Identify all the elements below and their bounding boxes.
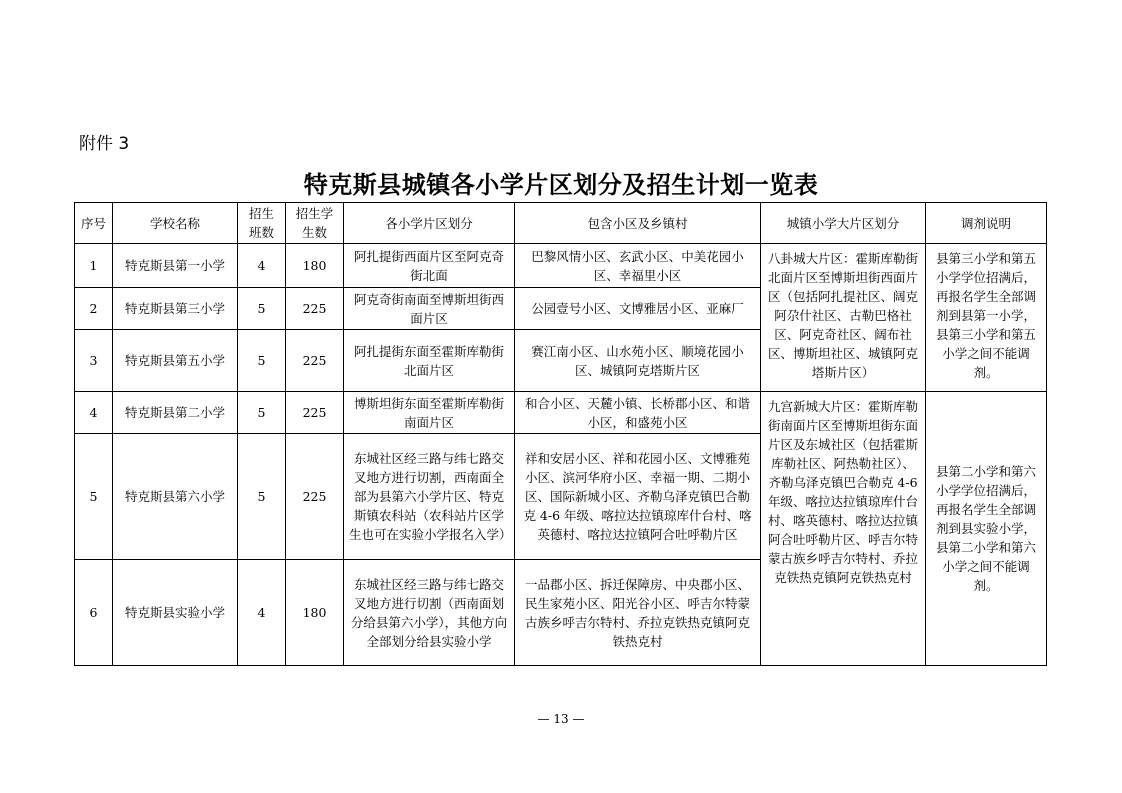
big-zone-bagua: 八卦城大片区：霍斯库勒街北面片区至博斯坦街西面片区（包括阿扎提社区、阔克阿尕什社区、古勒巴格社区、阿克奇社区、阔布社区、博斯坦社区、城镇阿克塔斯片区） [761,244,926,392]
header-communities: 包含小区及乡镇村 [515,203,761,244]
row-students: 180 [286,244,344,288]
row-zone: 东城社区经三路与纬七路交叉地方进行切割，西南面全部为县第六小学片区、特克斯镇农科站（农科站片区学生也可在实验小学报名入学） [344,434,515,560]
big-zone-jiugong: 九宫新城大片区：霍斯库勒街南面片区至博斯坦街东面片区及东城社区（包括霍斯库勒社区、阿热勒社区）、齐勒乌泽克镇巴合勒克 4-6 年级、喀拉达拉镇琼库什台村、喀英德村、喀拉达拉镇阿合吐呼勒片区、呼吉尔特蒙古族乡呼吉尔特村、乔拉克铁热克镇阿克铁热克村 [761,392,926,666]
page-title: 特克斯县城镇各小学片区划分及招生计划一览表 [303,170,819,199]
row-school: 特克斯县实验小学 [113,560,238,666]
row-communities: 公园壹号小区、文博雅居小区、亚麻厂 [515,288,761,330]
row-no: 3 [75,330,113,392]
attachment-label: 附件 3 [79,134,130,154]
row-communities: 赛江南小区、山水苑小区、顺境花园小区、城镇阿克塔斯片区 [515,330,761,392]
enrollment-table [74,202,1047,666]
row-communities: 巴黎风情小区、玄武小区、中美花园小区、幸福里小区 [515,244,761,288]
row-zone: 阿克奇街南面至博斯坦街西面片区 [344,288,515,330]
table-row [75,392,1047,434]
row-no: 1 [75,244,113,288]
row-communities: 一品郡小区、拆迁保障房、中央郡小区、民生家苑小区、阳光谷小区、呼吉尔特蒙古族乡呼吉尔特村、乔拉克铁热克镇阿克铁热克村 [515,560,761,666]
row-no: 4 [75,392,113,434]
header-adjust: 调剂说明 [926,203,1047,244]
adjust-note-2: 县第二小学和第六小学学位招满后，再报名学生全部调剂到县实验小学，县第二小学和第六小学之间不能调剂。 [926,392,1047,666]
row-classes: 4 [238,244,286,288]
row-students: 225 [286,392,344,434]
table-row [75,244,1047,288]
row-communities: 祥和安居小区、祥和花园小区、文博雅苑小区、滨河华府小区、幸福一期、二期小区、国际新城小区、齐勒乌泽克镇巴合勒克 4-6 年级、喀拉达拉镇琼库什台村、喀英德村、喀拉达拉镇阿合吐呼勒片区 [515,434,761,560]
row-no: 5 [75,434,113,560]
row-classes: 4 [238,560,286,666]
row-classes: 5 [238,330,286,392]
row-zone: 阿扎提街东面至霍斯库勒街北面片区 [344,330,515,392]
row-students: 180 [286,560,344,666]
row-zone: 东城社区经三路与纬七路交叉地方进行切割（西南面划分给县第六小学），其他方向全部划分给县实验小学 [344,560,515,666]
row-school: 特克斯县第五小学 [113,330,238,392]
row-zone: 博斯坦街东面至霍斯库勒街南面片区 [344,392,515,434]
page-number: — 13 — [537,712,585,726]
row-school: 特克斯县第二小学 [113,392,238,434]
table-header-row [75,203,1047,244]
row-zone: 阿扎提街西面片区至阿克奇街北面 [344,244,515,288]
header-zone: 各小学片区划分 [344,203,515,244]
row-students: 225 [286,330,344,392]
row-school: 特克斯县第一小学 [113,244,238,288]
header-school: 学校名称 [113,203,238,244]
header-students: 招生学生数 [286,203,344,244]
row-classes: 5 [238,288,286,330]
row-communities: 和合小区、天麓小镇、长桥郡小区、和谐小区，和盛苑小区 [515,392,761,434]
header-classes: 招生班数 [238,203,286,244]
row-school: 特克斯县第三小学 [113,288,238,330]
header-big-zone: 城镇小学大片区划分 [761,203,926,244]
row-classes: 5 [238,392,286,434]
row-no: 6 [75,560,113,666]
row-classes: 5 [238,434,286,560]
header-no: 序号 [75,203,113,244]
row-no: 2 [75,288,113,330]
adjust-note-1: 县第三小学和第五小学学位招满后，再报名学生全部调剂到县第一小学，县第三小学和第五小学之间不能调剂。 [926,244,1047,392]
row-school: 特克斯县第六小学 [113,434,238,560]
row-students: 225 [286,288,344,330]
row-students: 225 [286,434,344,560]
